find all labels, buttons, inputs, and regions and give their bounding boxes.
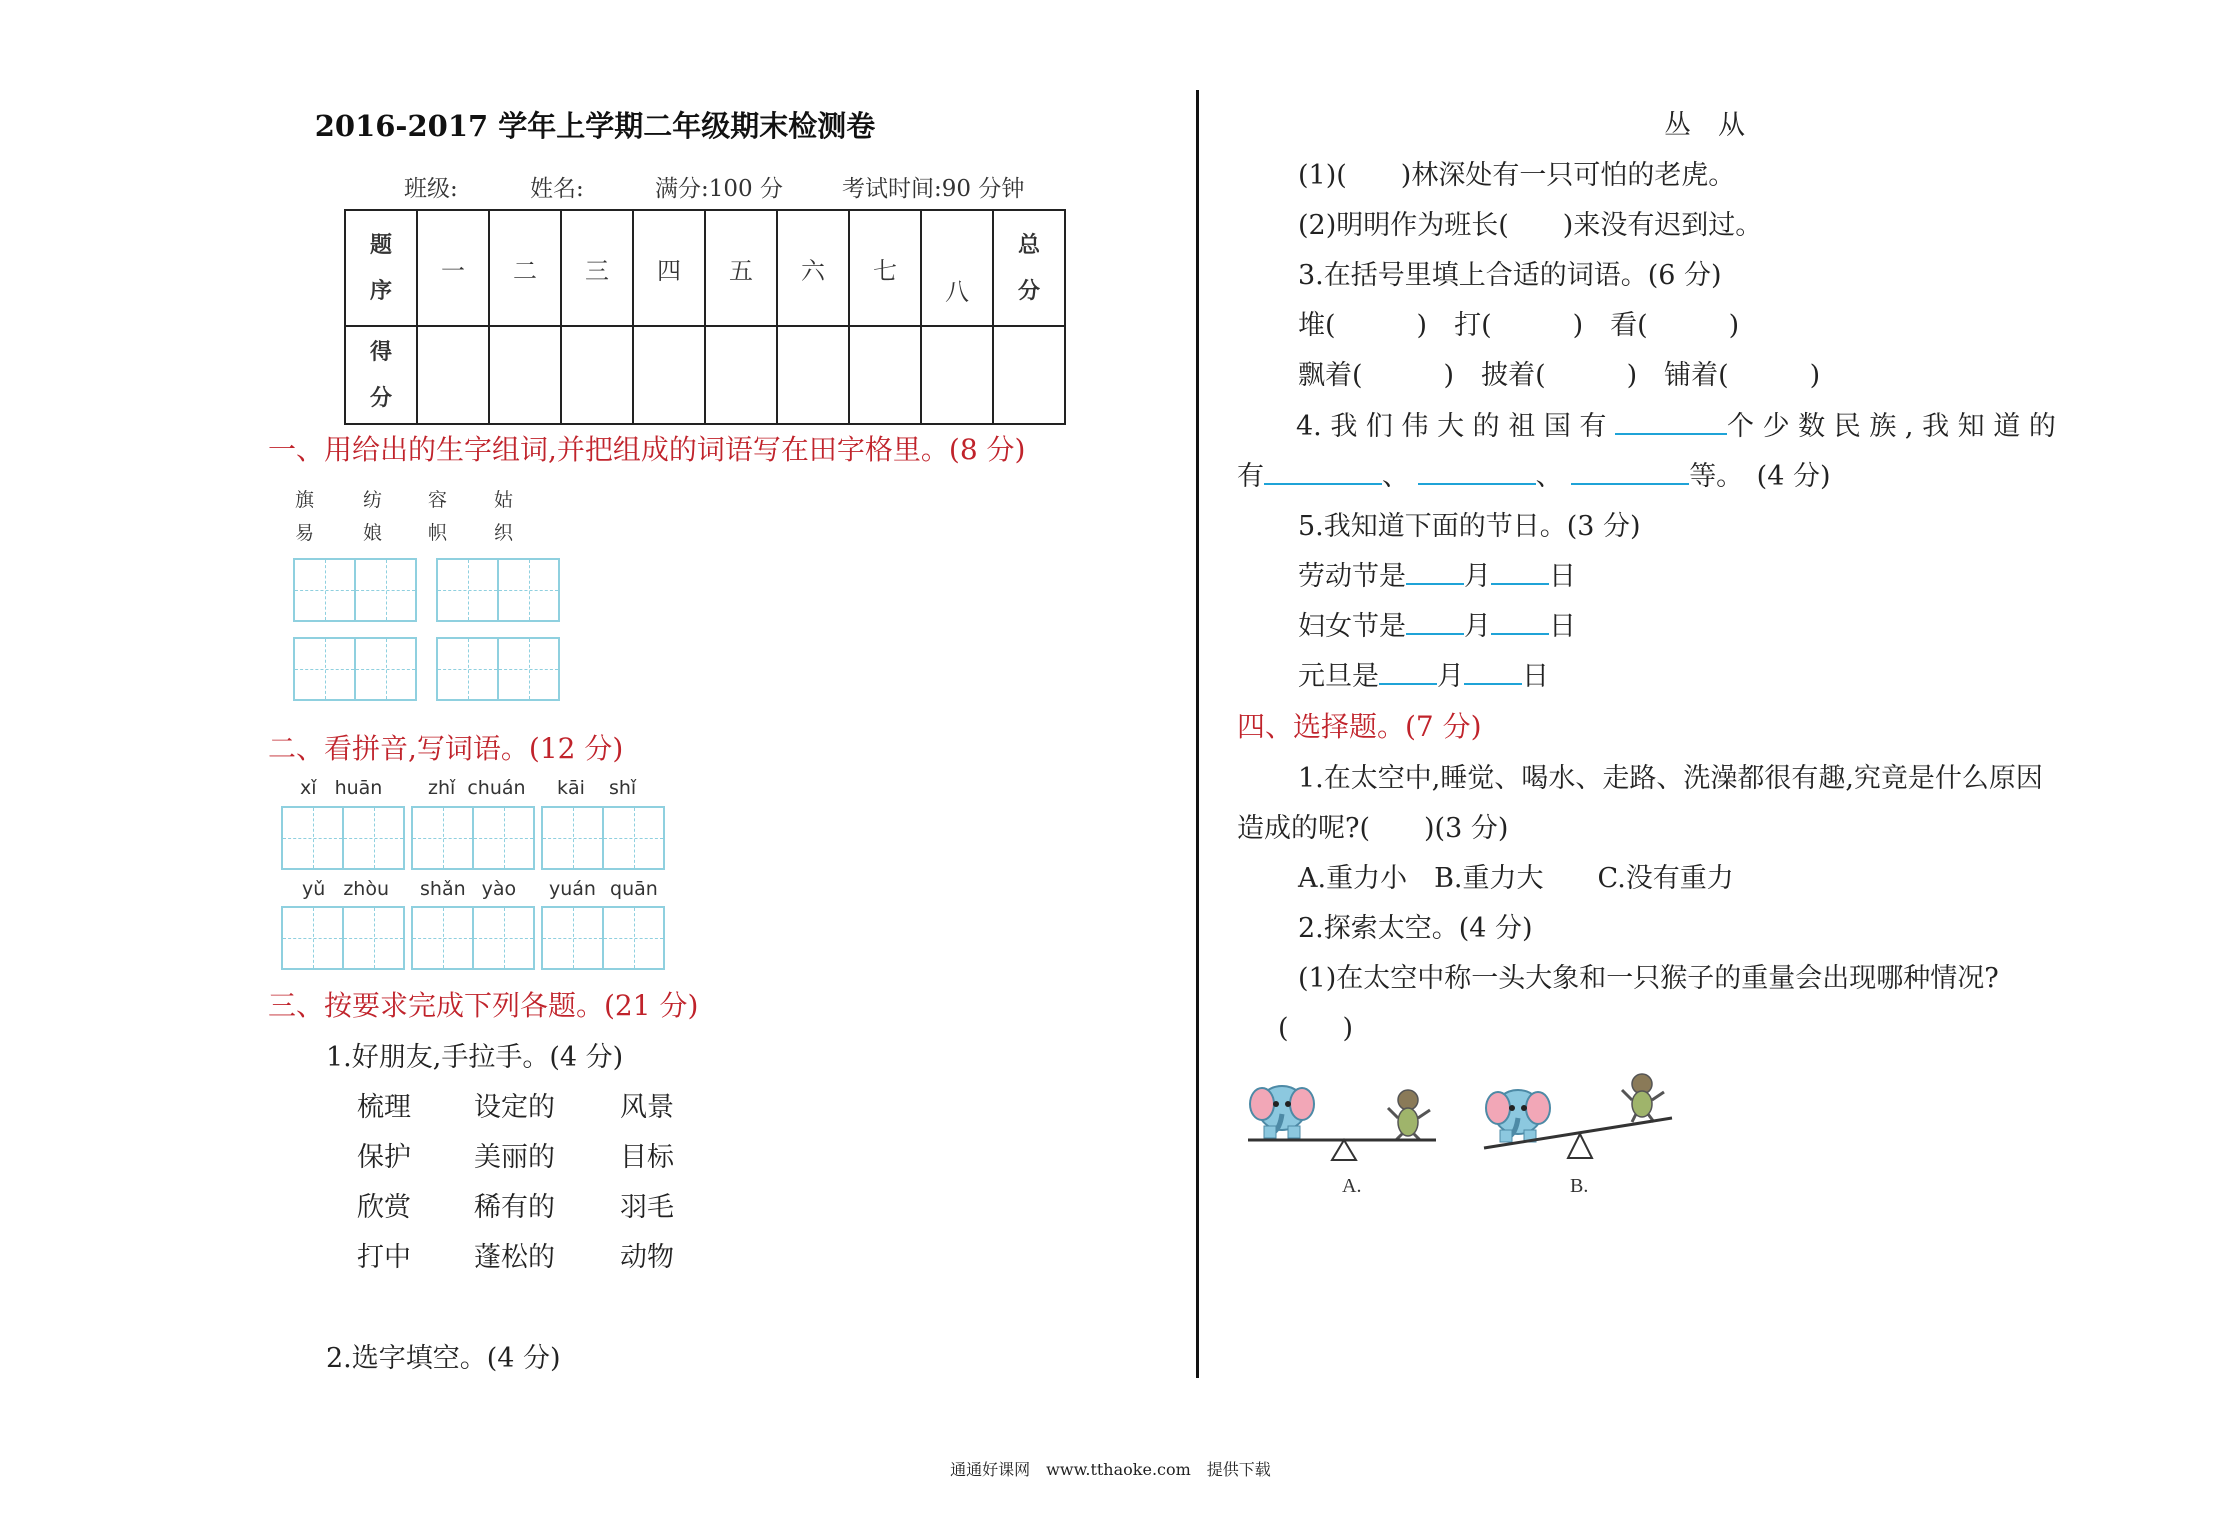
word-item[interactable]: 动物 [620,1242,674,1273]
section1-heading: 一、用给出的生字组词,并把组成的词语写在田字格里。(8 分) [268,433,1026,466]
char: 姑 [494,489,514,511]
answer-blank[interactable] [1379,683,1437,685]
word-item[interactable]: 羽毛 [620,1192,674,1223]
full-score: 满分:100 分 [655,176,783,202]
festival-row: 妇女节是 月 日 [1298,611,1576,642]
pinyin: yuán quān [549,878,658,900]
writing-grid[interactable] [436,637,560,701]
row-label-score: 得 分 [345,326,417,424]
score-cell[interactable] [993,326,1065,424]
writing-grid[interactable] [411,806,535,870]
score-cell[interactable] [561,326,633,424]
answer-blank[interactable] [1491,633,1549,635]
char: 易 [295,522,315,544]
section4-heading: 四、选择题。(7 分) [1237,710,1482,743]
seesaw-b-illustration [1476,1068,1676,1168]
column-divider [1196,90,1199,1378]
festival-row: 元旦是 月 日 [1298,661,1549,692]
score-cell[interactable] [417,326,489,424]
char: 帜 [428,522,448,544]
col-2: 二 [489,210,561,326]
option-b-label: B. [1570,1175,1589,1197]
answer-paren: ( ) [1278,1013,1354,1044]
word-item[interactable]: 稀有的 [474,1192,555,1223]
pinyin: kāi shǐ [557,777,637,799]
question-3-4a: 4. 我 们 伟 大 的 祖 国 有 个 少 数 民 族 , 我 知 道 的 [1296,411,2056,442]
word-item[interactable]: 打中 [357,1242,411,1273]
question-3-2: 2.选字填空。(4 分) [326,1343,561,1374]
elephant-icon [1250,1086,1314,1138]
score-cell[interactable] [705,326,777,424]
writing-grid[interactable] [411,906,535,970]
option-a-label: A. [1342,1175,1362,1197]
answer-blank[interactable] [1406,583,1464,585]
question-4-1a: 1.在太空中,睡觉、喝水、走路、洗澡都很有趣,究竟是什么原因 [1298,763,2043,794]
row-label-question: 题 序 [345,210,417,326]
question-4-1-options: A.重力小 B.重力大 C.没有重力 [1298,863,1734,894]
char: 旗 [295,489,315,511]
question-4-1b: 造成的呢?( )(3 分) [1237,813,1509,844]
section3-heading: 三、按要求完成下列各题。(21 分) [268,989,699,1022]
col-4: 四 [633,210,705,326]
answer-blank[interactable] [1491,583,1549,585]
col-5: 五 [705,210,777,326]
char: 织 [494,522,514,544]
col-8: 八 [921,210,993,326]
col-6: 六 [777,210,849,326]
answer-blank[interactable] [1571,483,1689,485]
answer-blank[interactable] [1464,683,1522,685]
writing-grid[interactable] [541,906,665,970]
exam-time: 考试时间:90 分钟 [842,176,1025,202]
word-item[interactable]: 保护 [357,1142,411,1173]
score-cell[interactable] [921,326,993,424]
question-3-3: 3.在括号里填上合适的词语。(6 分) [1298,260,1722,291]
char: 容 [428,489,448,511]
monkey-icon [1622,1074,1664,1122]
writing-grid[interactable] [281,806,405,870]
section2-heading: 二、看拼音,写词语。(12 分) [268,732,624,765]
fill-row-1: 堆( ) 打( ) 看( ) [1298,310,1740,341]
col-3: 三 [561,210,633,326]
writing-grid[interactable] [293,558,417,622]
writing-grid[interactable] [293,637,417,701]
answer-blank[interactable] [1418,483,1536,485]
word-item[interactable]: 目标 [620,1142,674,1173]
pinyin: shǎn yào [420,878,517,900]
word-item[interactable]: 蓬松的 [474,1242,555,1273]
score-cell[interactable] [489,326,561,424]
score-cell[interactable] [849,326,921,424]
question-3-4b: 有 、 、 等。 (4 分) [1237,461,1831,492]
writing-grid[interactable] [436,558,560,622]
question-4-2-1: (1)在太空中称一头大象和一只猴子的重量会出现哪种情况? [1298,963,1999,994]
word-item[interactable]: 设定的 [474,1092,555,1123]
question-2-1: (1)( )林深处有一只可怕的老虎。 [1298,160,1736,191]
word-item[interactable]: 梳理 [357,1092,411,1123]
answer-blank[interactable] [1615,433,1727,435]
answer-blank[interactable] [1264,483,1382,485]
col-total: 总 分 [993,210,1065,326]
monkey-icon [1388,1090,1430,1140]
festival-row: 劳动节是 月 日 [1298,561,1576,592]
pinyin: xǐ huān [300,777,383,799]
col-7: 七 [849,210,921,326]
exam-title: 2016-2017 学年上学期二年级期末检测卷 [314,109,876,143]
pinyin: yǔ zhòu [302,878,390,900]
question-3-1: 1.好朋友,手拉手。(4 分) [326,1042,624,1073]
col-1: 一 [417,210,489,326]
char: 纺 [363,489,383,511]
score-table [344,209,1066,425]
writing-grid[interactable] [281,906,405,970]
choice-chars: 丛 从 [1664,110,1745,141]
question-3-5: 5.我知道下面的节日。(3 分) [1298,511,1641,542]
word-item[interactable]: 美丽的 [474,1142,555,1173]
pinyin: zhǐ chuán [428,777,526,799]
writing-grid[interactable] [541,806,665,870]
question-4-2: 2.探索太空。(4 分) [1298,913,1533,944]
word-item[interactable]: 欣赏 [357,1192,411,1223]
score-cell[interactable] [777,326,849,424]
seesaw-a-illustration [1240,1078,1440,1168]
answer-blank[interactable] [1406,633,1464,635]
footer-credit: 通通好课网 www.tthaoke.com 提供下载 [950,1460,1271,1479]
word-item[interactable]: 风景 [620,1092,674,1123]
fill-row-2: 飘着( ) 披着( ) 铺着( ) [1298,360,1821,391]
name-label: 姓名: [530,176,584,202]
char: 娘 [363,522,383,544]
elephant-icon [1486,1090,1550,1142]
question-2-2: (2)明明作为班长( )来没有迟到过。 [1298,210,1763,241]
class-label: 班级: [404,176,458,202]
score-cell[interactable] [633,326,705,424]
